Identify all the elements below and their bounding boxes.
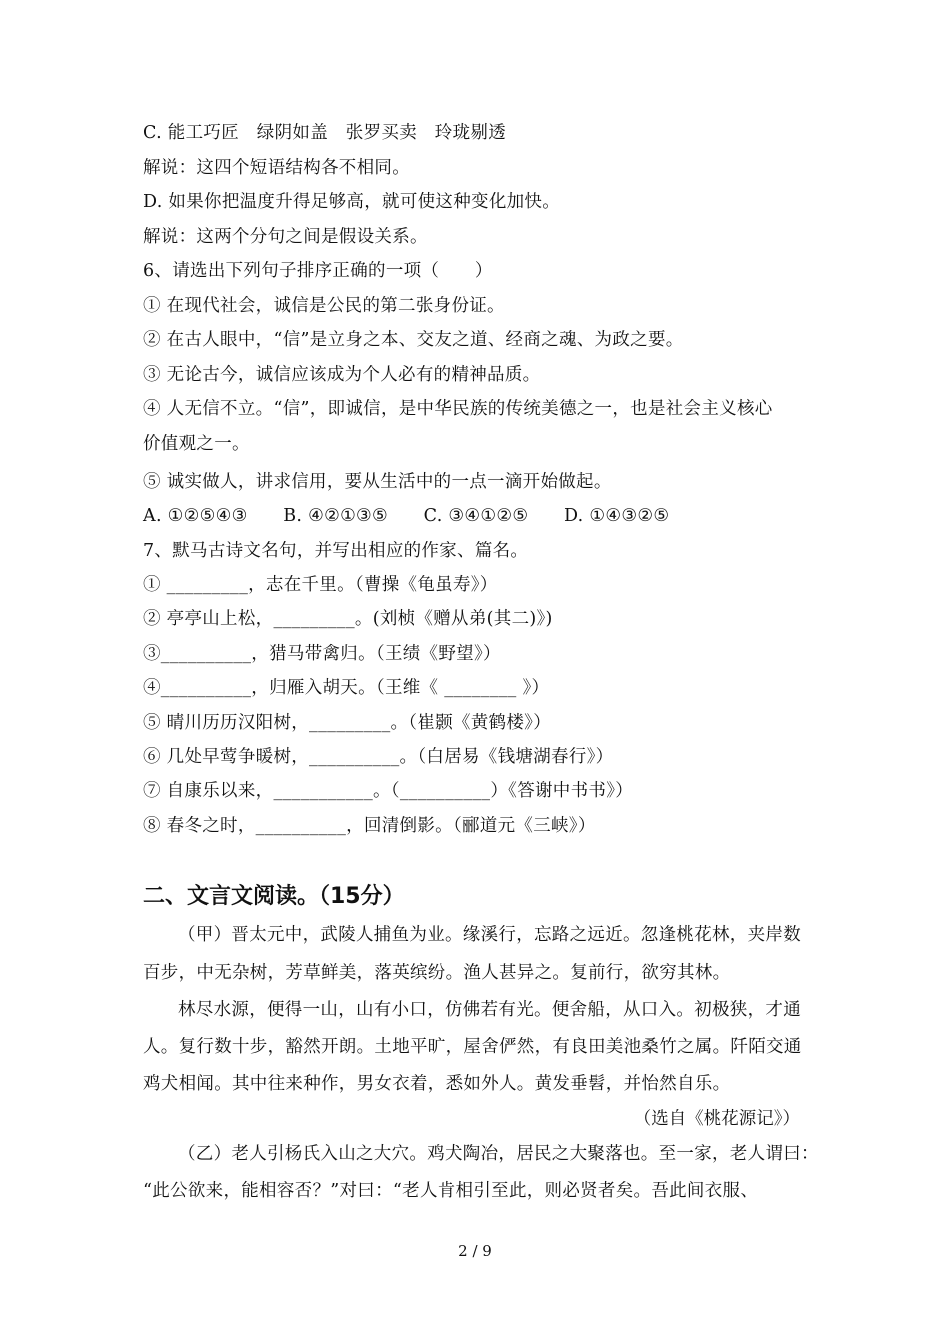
question-7: 7、默马古诗文名句，并写出相应的作家、篇名。	[143, 541, 529, 561]
passage-a-line: 人。复行数十步，豁然开朗。土地平旷，屋舍俨然，有良田美池桑竹之属。阡陌交通	[143, 1037, 802, 1057]
sentence-1: ① 在现代社会，诚信是公民的第二张身份证。	[143, 296, 505, 316]
poem-item-8: ⑧ 春冬之时，__________，回清倒影。（郦道元《三峡》）	[143, 816, 596, 836]
sentence-4-continued: 价值观之一。	[143, 434, 250, 454]
sentence-2: ② 在古人眼中，“信”是立身之本、交友之道、经商之魂、为政之要。	[143, 330, 684, 350]
sentence-5: ⑤ 诚实做人，讲求信用，要从生活中的一点一滴开始做起。	[143, 472, 612, 492]
passage-a-line: 鸡犬相闻。其中往来种作，男女衣着，悉如外人。黄发垂髫，并怡然自乐。	[143, 1074, 731, 1094]
explanation-line: 解说：这两个分句之间是假设关系。	[143, 227, 428, 247]
passage-source: （选自《桃花源记》）	[633, 1109, 800, 1129]
answer-options: A. ①②⑤④③ B. ④②①③⑤ C. ③④①②⑤ D. ①④③②⑤	[143, 506, 670, 526]
passage-b-line: （乙）老人引杨氏入山之大穴。鸡犬陶冶，居民之大聚落也。至一家，老人谓曰：	[178, 1144, 819, 1164]
question-6: 6、请选出下列句子排序正确的一项（ ）	[143, 261, 493, 281]
passage-b-line: “此公欲来，能相容否？”对曰：“老人肯相引至此，则必贤者矣。吾此间衣服、	[143, 1181, 759, 1201]
poem-item-6: ⑥ 几处早莺争暖树，__________。（白居易《钱塘湖春行》）	[143, 747, 614, 767]
passage-a-line: 百步，中无杂树，芳草鲜美，落英缤纷。渔人甚异之。复前行，欲穷其林。	[143, 963, 731, 983]
option-d-line: D. 如果你把温度升得足够高，就可使这种变化加快。	[143, 192, 561, 212]
passage-a-line: （甲）晋太元中，武陵人捕鱼为业。缘溪行，忘路之远近。忽逢桃花林，夹岸数	[178, 925, 801, 945]
poem-item-3: ③__________，猎马带禽归。（王绩《野望》）	[143, 644, 501, 664]
section-heading: 二、文言文阅读。（15分）	[143, 884, 405, 909]
sentence-4: ④ 人无信不立。“信”，即诚信，是中华民族的传统美德之一，也是社会主义核心	[143, 399, 773, 419]
passage-a-line: 林尽水源，便得一山，山有小口，仿佛若有光。便舍船，从口入。初极狭，才通	[178, 1000, 801, 1020]
explanation-line: 解说：这四个短语结构各不相同。	[143, 158, 410, 178]
page-number: 2 / 9	[458, 1242, 492, 1260]
poem-item-2: ② 亭亭山上松，_________。(刘桢《赠从弟(其二)》)	[143, 609, 553, 629]
poem-item-7: ⑦ 自康乐以来，___________。（__________）《答谢中书书》）	[143, 781, 634, 801]
poem-item-4: ④__________，归雁入胡天。（王维《 ________ 》）	[143, 678, 550, 698]
poem-item-1: ① _________，志在千里。（曹操《龟虽寿》）	[143, 575, 498, 595]
option-c-line: C. 能工巧匠 绿阴如盖 张罗买卖 玲珑剔透	[143, 123, 506, 143]
poem-item-5: ⑤ 晴川历历汉阳树，_________。（崔颢《黄鹤楼》）	[143, 713, 552, 733]
sentence-3: ③ 无论古今，诚信应该成为个人必有的精神品质。	[143, 365, 541, 385]
